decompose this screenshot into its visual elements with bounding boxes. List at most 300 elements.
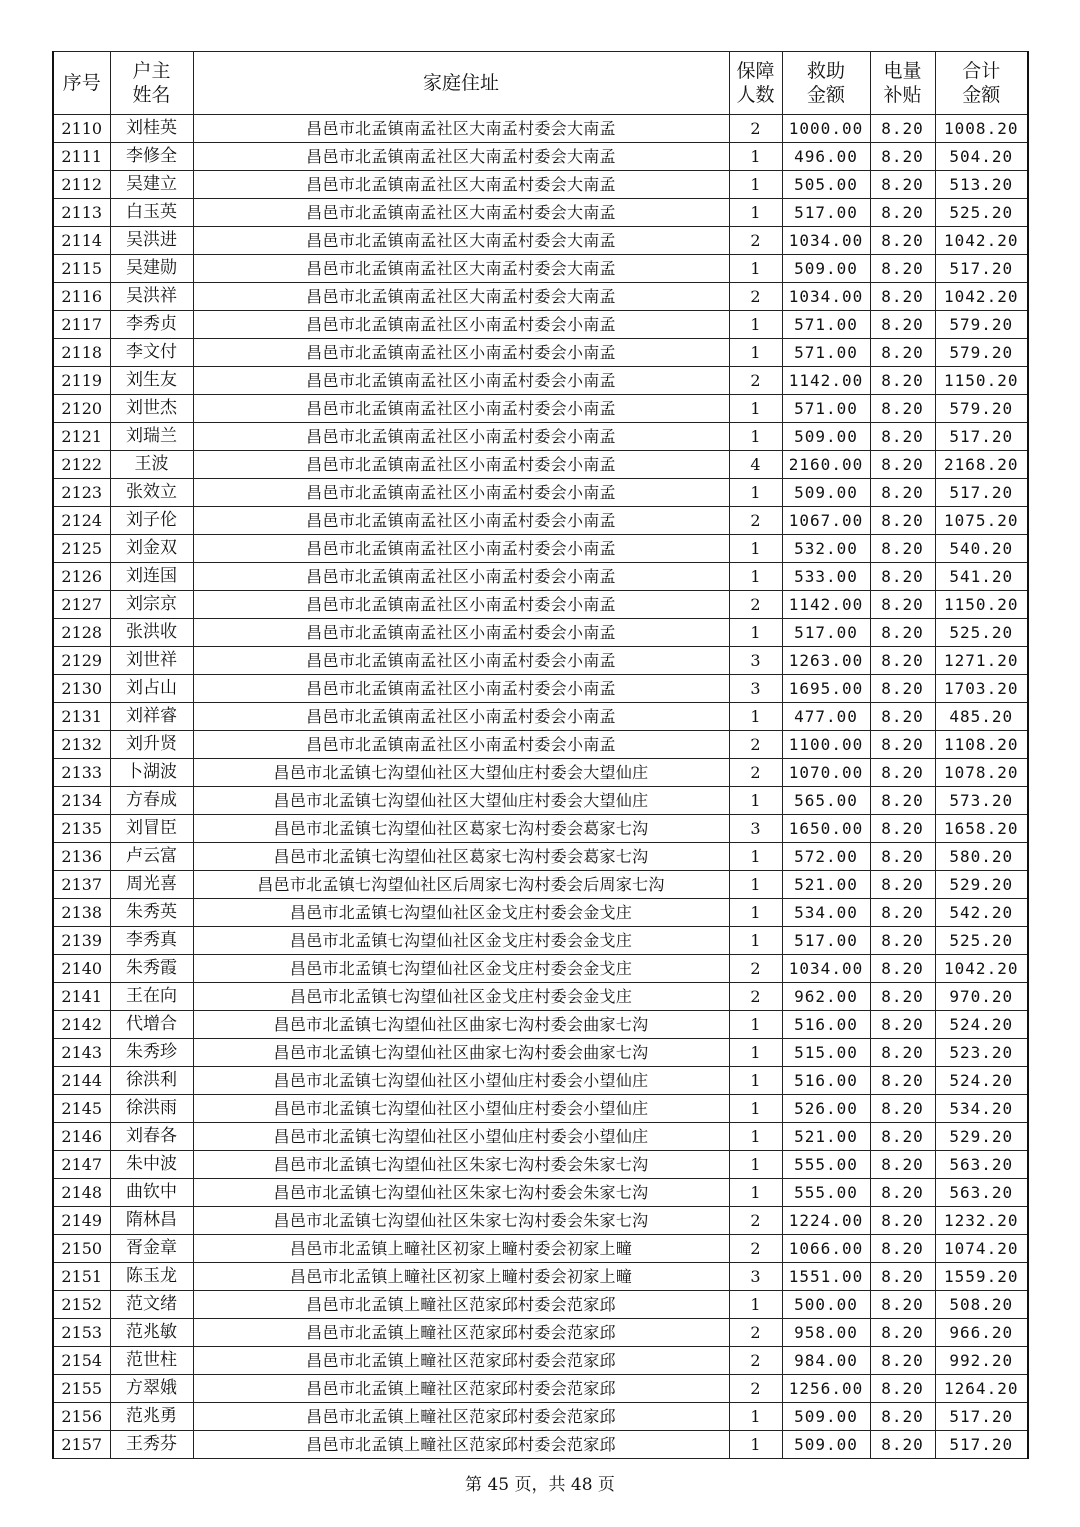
header-row bbox=[53, 52, 1028, 115]
cell-aid: 1067.00 bbox=[782, 507, 870, 535]
table-row bbox=[53, 1151, 1028, 1179]
table-row bbox=[53, 1263, 1028, 1291]
cell-total: 1559.20 bbox=[935, 1263, 1028, 1291]
cell-aid: 2160.00 bbox=[782, 451, 870, 479]
cell-power: 8.20 bbox=[870, 787, 935, 815]
cell-power: 8.20 bbox=[870, 507, 935, 535]
header-aid-line1: 救助 bbox=[806, 60, 845, 82]
cell-address: 昌邑市北孟镇南孟社区小南孟村委会小南孟 bbox=[193, 591, 729, 619]
table-row bbox=[53, 283, 1028, 311]
cell-aid: 496.00 bbox=[782, 143, 870, 171]
cell-persons: 1 bbox=[729, 535, 782, 563]
cell-name: 朱中波 bbox=[110, 1151, 193, 1179]
table-row bbox=[53, 647, 1028, 675]
cell-address: 昌邑市北孟镇南孟社区小南孟村委会小南孟 bbox=[193, 311, 729, 339]
cell-power: 8.20 bbox=[870, 1319, 935, 1347]
cell-power: 8.20 bbox=[870, 815, 935, 843]
cell-address: 昌邑市北孟镇七沟望仙社区金戈庄村委会金戈庄 bbox=[193, 983, 729, 1011]
cell-id: 2118 bbox=[53, 339, 110, 367]
header-aid-line2: 金额 bbox=[806, 84, 845, 106]
cell-total: 523.20 bbox=[935, 1039, 1028, 1067]
cell-persons: 3 bbox=[729, 815, 782, 843]
cell-id: 2144 bbox=[53, 1067, 110, 1095]
table-row bbox=[53, 507, 1028, 535]
cell-address: 昌邑市北孟镇南孟社区大南孟村委会大南孟 bbox=[193, 255, 729, 283]
cell-power: 8.20 bbox=[870, 899, 935, 927]
header-total-line1: 合计 bbox=[962, 60, 1001, 82]
cell-address: 昌邑市北孟镇七沟望仙社区大望仙庄村委会大望仙庄 bbox=[193, 787, 729, 815]
cell-persons: 2 bbox=[729, 983, 782, 1011]
table-row bbox=[53, 1403, 1028, 1431]
table-row bbox=[53, 1235, 1028, 1263]
cell-power: 8.20 bbox=[870, 1039, 935, 1067]
header-persons-line2: 人数 bbox=[736, 84, 775, 106]
cell-aid: 532.00 bbox=[782, 535, 870, 563]
table-row bbox=[53, 1375, 1028, 1403]
cell-id: 2139 bbox=[53, 927, 110, 955]
cell-address: 昌邑市北孟镇南孟社区大南孟村委会大南孟 bbox=[193, 143, 729, 171]
cell-address: 昌邑市北孟镇上疃社区范家邱村委会范家邱 bbox=[193, 1403, 729, 1431]
cell-id: 2112 bbox=[53, 171, 110, 199]
cell-name: 隋林昌 bbox=[110, 1207, 193, 1235]
table-row bbox=[53, 899, 1028, 927]
cell-aid: 477.00 bbox=[782, 703, 870, 731]
cell-total: 1008.20 bbox=[935, 115, 1028, 143]
cell-total: 1042.20 bbox=[935, 227, 1028, 255]
cell-name: 范兆敏 bbox=[110, 1319, 193, 1347]
cell-power: 8.20 bbox=[870, 563, 935, 591]
cell-persons: 2 bbox=[729, 1347, 782, 1375]
cell-id: 2120 bbox=[53, 395, 110, 423]
cell-name: 王秀芬 bbox=[110, 1431, 193, 1459]
cell-aid: 962.00 bbox=[782, 983, 870, 1011]
cell-aid: 517.00 bbox=[782, 199, 870, 227]
cell-total: 579.20 bbox=[935, 339, 1028, 367]
cell-name: 白玉英 bbox=[110, 199, 193, 227]
cell-aid: 1224.00 bbox=[782, 1207, 870, 1235]
cell-power: 8.20 bbox=[870, 759, 935, 787]
cell-persons: 2 bbox=[729, 1319, 782, 1347]
cell-id: 2147 bbox=[53, 1151, 110, 1179]
cell-power: 8.20 bbox=[870, 115, 935, 143]
cell-address: 昌邑市北孟镇七沟望仙社区小望仙庄村委会小望仙庄 bbox=[193, 1067, 729, 1095]
cell-address: 昌邑市北孟镇南孟社区小南孟村委会小南孟 bbox=[193, 703, 729, 731]
cell-id: 2152 bbox=[53, 1291, 110, 1319]
cell-power: 8.20 bbox=[870, 1347, 935, 1375]
table-row bbox=[53, 339, 1028, 367]
cell-power: 8.20 bbox=[870, 451, 935, 479]
cell-aid: 1034.00 bbox=[782, 227, 870, 255]
cell-aid: 534.00 bbox=[782, 899, 870, 927]
cell-name: 范兆勇 bbox=[110, 1403, 193, 1431]
cell-id: 2128 bbox=[53, 619, 110, 647]
cell-address: 昌邑市北孟镇南孟社区大南孟村委会大南孟 bbox=[193, 115, 729, 143]
table-row bbox=[53, 675, 1028, 703]
cell-power: 8.20 bbox=[870, 227, 935, 255]
header-total-line2: 金额 bbox=[962, 84, 1001, 106]
cell-name: 刘祥睿 bbox=[110, 703, 193, 731]
cell-id: 2157 bbox=[53, 1431, 110, 1459]
table-row bbox=[53, 1179, 1028, 1207]
cell-name: 范世柱 bbox=[110, 1347, 193, 1375]
cell-name: 刘桂英 bbox=[110, 115, 193, 143]
cell-name: 方春成 bbox=[110, 787, 193, 815]
table-row bbox=[53, 143, 1028, 171]
cell-name: 刘瑞兰 bbox=[110, 423, 193, 451]
cell-persons: 1 bbox=[729, 1151, 782, 1179]
cell-aid: 1551.00 bbox=[782, 1263, 870, 1291]
cell-aid: 571.00 bbox=[782, 339, 870, 367]
cell-power: 8.20 bbox=[870, 591, 935, 619]
header-power-line2: 补贴 bbox=[883, 84, 922, 106]
table-row bbox=[53, 1095, 1028, 1123]
cell-power: 8.20 bbox=[870, 395, 935, 423]
cell-id: 2122 bbox=[53, 451, 110, 479]
table-row bbox=[53, 1207, 1028, 1235]
cell-id: 2113 bbox=[53, 199, 110, 227]
cell-total: 524.20 bbox=[935, 1067, 1028, 1095]
cell-total: 579.20 bbox=[935, 311, 1028, 339]
cell-total: 517.20 bbox=[935, 479, 1028, 507]
cell-persons: 1 bbox=[729, 871, 782, 899]
cell-aid: 958.00 bbox=[782, 1319, 870, 1347]
cell-power: 8.20 bbox=[870, 1095, 935, 1123]
cell-address: 昌邑市北孟镇七沟望仙社区小望仙庄村委会小望仙庄 bbox=[193, 1123, 729, 1151]
cell-id: 2119 bbox=[53, 367, 110, 395]
cell-name: 曲钦中 bbox=[110, 1179, 193, 1207]
cell-aid: 516.00 bbox=[782, 1011, 870, 1039]
cell-address: 昌邑市北孟镇南孟社区小南孟村委会小南孟 bbox=[193, 535, 729, 563]
page-footer: 第 45 页，共 48 页 bbox=[465, 1475, 615, 1495]
cell-id: 2136 bbox=[53, 843, 110, 871]
cell-total: 542.20 bbox=[935, 899, 1028, 927]
cell-address: 昌邑市北孟镇七沟望仙社区朱家七沟村委会朱家七沟 bbox=[193, 1151, 729, 1179]
cell-persons: 1 bbox=[729, 1403, 782, 1431]
cell-persons: 1 bbox=[729, 395, 782, 423]
cell-address: 昌邑市北孟镇七沟望仙社区金戈庄村委会金戈庄 bbox=[193, 899, 729, 927]
cell-power: 8.20 bbox=[870, 1151, 935, 1179]
cell-id: 2138 bbox=[53, 899, 110, 927]
cell-total: 1703.20 bbox=[935, 675, 1028, 703]
cell-address: 昌邑市北孟镇南孟社区小南孟村委会小南孟 bbox=[193, 619, 729, 647]
table-row bbox=[53, 1319, 1028, 1347]
cell-power: 8.20 bbox=[870, 1123, 935, 1151]
cell-id: 2137 bbox=[53, 871, 110, 899]
cell-id: 2133 bbox=[53, 759, 110, 787]
cell-name: 吴建勋 bbox=[110, 255, 193, 283]
cell-id: 2151 bbox=[53, 1263, 110, 1291]
cell-total: 529.20 bbox=[935, 1123, 1028, 1151]
cell-power: 8.20 bbox=[870, 339, 935, 367]
cell-name: 方翠娥 bbox=[110, 1375, 193, 1403]
cell-aid: 515.00 bbox=[782, 1039, 870, 1067]
cell-total: 970.20 bbox=[935, 983, 1028, 1011]
table-row bbox=[53, 619, 1028, 647]
table-row bbox=[53, 983, 1028, 1011]
cell-power: 8.20 bbox=[870, 423, 935, 451]
cell-persons: 2 bbox=[729, 227, 782, 255]
cell-power: 8.20 bbox=[870, 1263, 935, 1291]
cell-total: 508.20 bbox=[935, 1291, 1028, 1319]
cell-id: 2155 bbox=[53, 1375, 110, 1403]
table-row bbox=[53, 1123, 1028, 1151]
cell-address: 昌邑市北孟镇七沟望仙社区朱家七沟村委会朱家七沟 bbox=[193, 1207, 729, 1235]
table-row bbox=[53, 367, 1028, 395]
table-row bbox=[53, 787, 1028, 815]
cell-persons: 1 bbox=[729, 1431, 782, 1459]
cell-aid: 526.00 bbox=[782, 1095, 870, 1123]
cell-aid: 555.00 bbox=[782, 1151, 870, 1179]
table-row bbox=[53, 1431, 1028, 1459]
table-row bbox=[53, 255, 1028, 283]
cell-persons: 1 bbox=[729, 311, 782, 339]
cell-address: 昌邑市北孟镇南孟社区小南孟村委会小南孟 bbox=[193, 339, 729, 367]
cell-aid: 984.00 bbox=[782, 1347, 870, 1375]
cell-power: 8.20 bbox=[870, 1375, 935, 1403]
cell-persons: 2 bbox=[729, 591, 782, 619]
header-name bbox=[110, 52, 193, 115]
cell-aid: 555.00 bbox=[782, 1179, 870, 1207]
cell-name: 徐洪雨 bbox=[110, 1095, 193, 1123]
cell-address: 昌邑市北孟镇南孟社区小南孟村委会小南孟 bbox=[193, 675, 729, 703]
cell-persons: 3 bbox=[729, 675, 782, 703]
cell-address: 昌邑市北孟镇七沟望仙社区曲家七沟村委会曲家七沟 bbox=[193, 1039, 729, 1067]
table-row bbox=[53, 311, 1028, 339]
table-row bbox=[53, 395, 1028, 423]
cell-aid: 1142.00 bbox=[782, 591, 870, 619]
cell-name: 朱秀英 bbox=[110, 899, 193, 927]
cell-name: 王在向 bbox=[110, 983, 193, 1011]
cell-power: 8.20 bbox=[870, 955, 935, 983]
cell-name: 李秀真 bbox=[110, 927, 193, 955]
cell-total: 525.20 bbox=[935, 199, 1028, 227]
cell-address: 昌邑市北孟镇南孟社区小南孟村委会小南孟 bbox=[193, 647, 729, 675]
cell-address: 昌邑市北孟镇上疃社区范家邱村委会范家邱 bbox=[193, 1291, 729, 1319]
cell-persons: 3 bbox=[729, 1263, 782, 1291]
cell-id: 2134 bbox=[53, 787, 110, 815]
cell-aid: 517.00 bbox=[782, 927, 870, 955]
cell-address: 昌邑市北孟镇上疃社区范家邱村委会范家邱 bbox=[193, 1347, 729, 1375]
cell-persons: 1 bbox=[729, 843, 782, 871]
cell-persons: 1 bbox=[729, 255, 782, 283]
cell-total: 513.20 bbox=[935, 171, 1028, 199]
cell-total: 517.20 bbox=[935, 1431, 1028, 1459]
cell-power: 8.20 bbox=[870, 1235, 935, 1263]
cell-name: 代增合 bbox=[110, 1011, 193, 1039]
cell-total: 573.20 bbox=[935, 787, 1028, 815]
cell-aid: 572.00 bbox=[782, 843, 870, 871]
cell-persons: 2 bbox=[729, 1207, 782, 1235]
cell-total: 1042.20 bbox=[935, 955, 1028, 983]
cell-total: 1074.20 bbox=[935, 1235, 1028, 1263]
cell-aid: 509.00 bbox=[782, 255, 870, 283]
cell-address: 昌邑市北孟镇南孟社区大南孟村委会大南孟 bbox=[193, 199, 729, 227]
cell-persons: 1 bbox=[729, 1067, 782, 1095]
header-power-line1: 电量 bbox=[883, 60, 922, 82]
cell-id: 2111 bbox=[53, 143, 110, 171]
cell-id: 2114 bbox=[53, 227, 110, 255]
cell-id: 2140 bbox=[53, 955, 110, 983]
table-row bbox=[53, 563, 1028, 591]
table-row bbox=[53, 451, 1028, 479]
cell-name: 刘世杰 bbox=[110, 395, 193, 423]
cell-aid: 1650.00 bbox=[782, 815, 870, 843]
cell-address: 昌邑市北孟镇南孟社区大南孟村委会大南孟 bbox=[193, 171, 729, 199]
cell-address: 昌邑市北孟镇上疃社区范家邱村委会范家邱 bbox=[193, 1431, 729, 1459]
cell-total: 1042.20 bbox=[935, 283, 1028, 311]
cell-total: 1075.20 bbox=[935, 507, 1028, 535]
cell-address: 昌邑市北孟镇上疃社区初家上疃村委会初家上疃 bbox=[193, 1235, 729, 1263]
cell-persons: 1 bbox=[729, 1095, 782, 1123]
cell-power: 8.20 bbox=[870, 675, 935, 703]
cell-power: 8.20 bbox=[870, 983, 935, 1011]
table-row bbox=[53, 479, 1028, 507]
cell-power: 8.20 bbox=[870, 1067, 935, 1095]
cell-total: 525.20 bbox=[935, 619, 1028, 647]
cell-total: 534.20 bbox=[935, 1095, 1028, 1123]
table-row bbox=[53, 703, 1028, 731]
cell-power: 8.20 bbox=[870, 535, 935, 563]
cell-power: 8.20 bbox=[870, 367, 935, 395]
cell-power: 8.20 bbox=[870, 843, 935, 871]
cell-aid: 1256.00 bbox=[782, 1375, 870, 1403]
cell-aid: 1000.00 bbox=[782, 115, 870, 143]
cell-total: 1271.20 bbox=[935, 647, 1028, 675]
cell-id: 2123 bbox=[53, 479, 110, 507]
cell-address: 昌邑市北孟镇南孟社区大南孟村委会大南孟 bbox=[193, 227, 729, 255]
cell-total: 525.20 bbox=[935, 927, 1028, 955]
cell-aid: 516.00 bbox=[782, 1067, 870, 1095]
cell-persons: 1 bbox=[729, 199, 782, 227]
cell-total: 529.20 bbox=[935, 871, 1028, 899]
cell-name: 刘升贤 bbox=[110, 731, 193, 759]
cell-aid: 1142.00 bbox=[782, 367, 870, 395]
cell-power: 8.20 bbox=[870, 1291, 935, 1319]
cell-persons: 4 bbox=[729, 451, 782, 479]
cell-power: 8.20 bbox=[870, 647, 935, 675]
cell-id: 2110 bbox=[53, 115, 110, 143]
cell-address: 昌邑市北孟镇七沟望仙社区大望仙庄村委会大望仙庄 bbox=[193, 759, 729, 787]
cell-address: 昌邑市北孟镇南孟社区小南孟村委会小南孟 bbox=[193, 423, 729, 451]
cell-id: 2153 bbox=[53, 1319, 110, 1347]
header-address: 家庭住址 bbox=[193, 52, 729, 115]
cell-name: 李秀贞 bbox=[110, 311, 193, 339]
cell-total: 1150.20 bbox=[935, 591, 1028, 619]
table-row bbox=[53, 759, 1028, 787]
cell-address: 昌邑市北孟镇七沟望仙社区后周家七沟村委会后周家七沟 bbox=[193, 871, 729, 899]
cell-total: 524.20 bbox=[935, 1011, 1028, 1039]
cell-aid: 571.00 bbox=[782, 395, 870, 423]
cell-aid: 521.00 bbox=[782, 871, 870, 899]
cell-aid: 1695.00 bbox=[782, 675, 870, 703]
table-row bbox=[53, 927, 1028, 955]
cell-persons: 1 bbox=[729, 619, 782, 647]
cell-power: 8.20 bbox=[870, 731, 935, 759]
cell-power: 8.20 bbox=[870, 283, 935, 311]
cell-id: 2143 bbox=[53, 1039, 110, 1067]
cell-aid: 1100.00 bbox=[782, 731, 870, 759]
cell-address: 昌邑市北孟镇南孟社区小南孟村委会小南孟 bbox=[193, 731, 729, 759]
cell-address: 昌邑市北孟镇南孟社区小南孟村委会小南孟 bbox=[193, 451, 729, 479]
header-id: 序号 bbox=[53, 52, 110, 115]
cell-power: 8.20 bbox=[870, 199, 935, 227]
cell-id: 2135 bbox=[53, 815, 110, 843]
cell-aid: 1070.00 bbox=[782, 759, 870, 787]
cell-total: 504.20 bbox=[935, 143, 1028, 171]
cell-name: 吴洪进 bbox=[110, 227, 193, 255]
cell-address: 昌邑市北孟镇南孟社区小南孟村委会小南孟 bbox=[193, 507, 729, 535]
header-aid bbox=[782, 52, 870, 115]
cell-aid: 1066.00 bbox=[782, 1235, 870, 1263]
cell-id: 2126 bbox=[53, 563, 110, 591]
cell-persons: 1 bbox=[729, 927, 782, 955]
cell-address: 昌邑市北孟镇七沟望仙社区葛家七沟村委会葛家七沟 bbox=[193, 815, 729, 843]
cell-total: 563.20 bbox=[935, 1151, 1028, 1179]
cell-id: 2150 bbox=[53, 1235, 110, 1263]
cell-id: 2156 bbox=[53, 1403, 110, 1431]
cell-aid: 509.00 bbox=[782, 423, 870, 451]
table-row bbox=[53, 171, 1028, 199]
cell-id: 2115 bbox=[53, 255, 110, 283]
header-total bbox=[935, 52, 1028, 115]
cell-address: 昌邑市北孟镇上疃社区初家上疃村委会初家上疃 bbox=[193, 1263, 729, 1291]
cell-power: 8.20 bbox=[870, 143, 935, 171]
cell-name: 张洪收 bbox=[110, 619, 193, 647]
cell-id: 2141 bbox=[53, 983, 110, 1011]
table-row bbox=[53, 423, 1028, 451]
cell-name: 刘春各 bbox=[110, 1123, 193, 1151]
cell-total: 992.20 bbox=[935, 1347, 1028, 1375]
cell-persons: 1 bbox=[729, 171, 782, 199]
cell-persons: 1 bbox=[729, 423, 782, 451]
cell-id: 2146 bbox=[53, 1123, 110, 1151]
cell-name: 卢云富 bbox=[110, 843, 193, 871]
cell-aid: 565.00 bbox=[782, 787, 870, 815]
table-row bbox=[53, 815, 1028, 843]
cell-name: 周光喜 bbox=[110, 871, 193, 899]
table-row bbox=[53, 871, 1028, 899]
cell-aid: 1034.00 bbox=[782, 955, 870, 983]
cell-address: 昌邑市北孟镇上疃社区范家邱村委会范家邱 bbox=[193, 1319, 729, 1347]
cell-name: 吴建立 bbox=[110, 171, 193, 199]
cell-power: 8.20 bbox=[870, 479, 935, 507]
header-persons-line1: 保障 bbox=[736, 60, 775, 82]
cell-persons: 2 bbox=[729, 731, 782, 759]
cell-power: 8.20 bbox=[870, 703, 935, 731]
table-row bbox=[53, 843, 1028, 871]
cell-persons: 2 bbox=[729, 759, 782, 787]
header-name-line1: 户主 bbox=[132, 60, 171, 82]
cell-aid: 1034.00 bbox=[782, 283, 870, 311]
table-row bbox=[53, 1067, 1028, 1095]
cell-name: 张效立 bbox=[110, 479, 193, 507]
cell-name: 朱秀霞 bbox=[110, 955, 193, 983]
cell-power: 8.20 bbox=[870, 927, 935, 955]
cell-persons: 1 bbox=[729, 143, 782, 171]
cell-name: 刘占山 bbox=[110, 675, 193, 703]
table-row bbox=[53, 731, 1028, 759]
table-row bbox=[53, 535, 1028, 563]
cell-persons: 2 bbox=[729, 1375, 782, 1403]
cell-total: 1658.20 bbox=[935, 815, 1028, 843]
cell-aid: 509.00 bbox=[782, 479, 870, 507]
cell-total: 517.20 bbox=[935, 1403, 1028, 1431]
cell-persons: 1 bbox=[729, 1039, 782, 1067]
cell-name: 刘连国 bbox=[110, 563, 193, 591]
cell-aid: 509.00 bbox=[782, 1431, 870, 1459]
table-row bbox=[53, 1347, 1028, 1375]
cell-total: 580.20 bbox=[935, 843, 1028, 871]
